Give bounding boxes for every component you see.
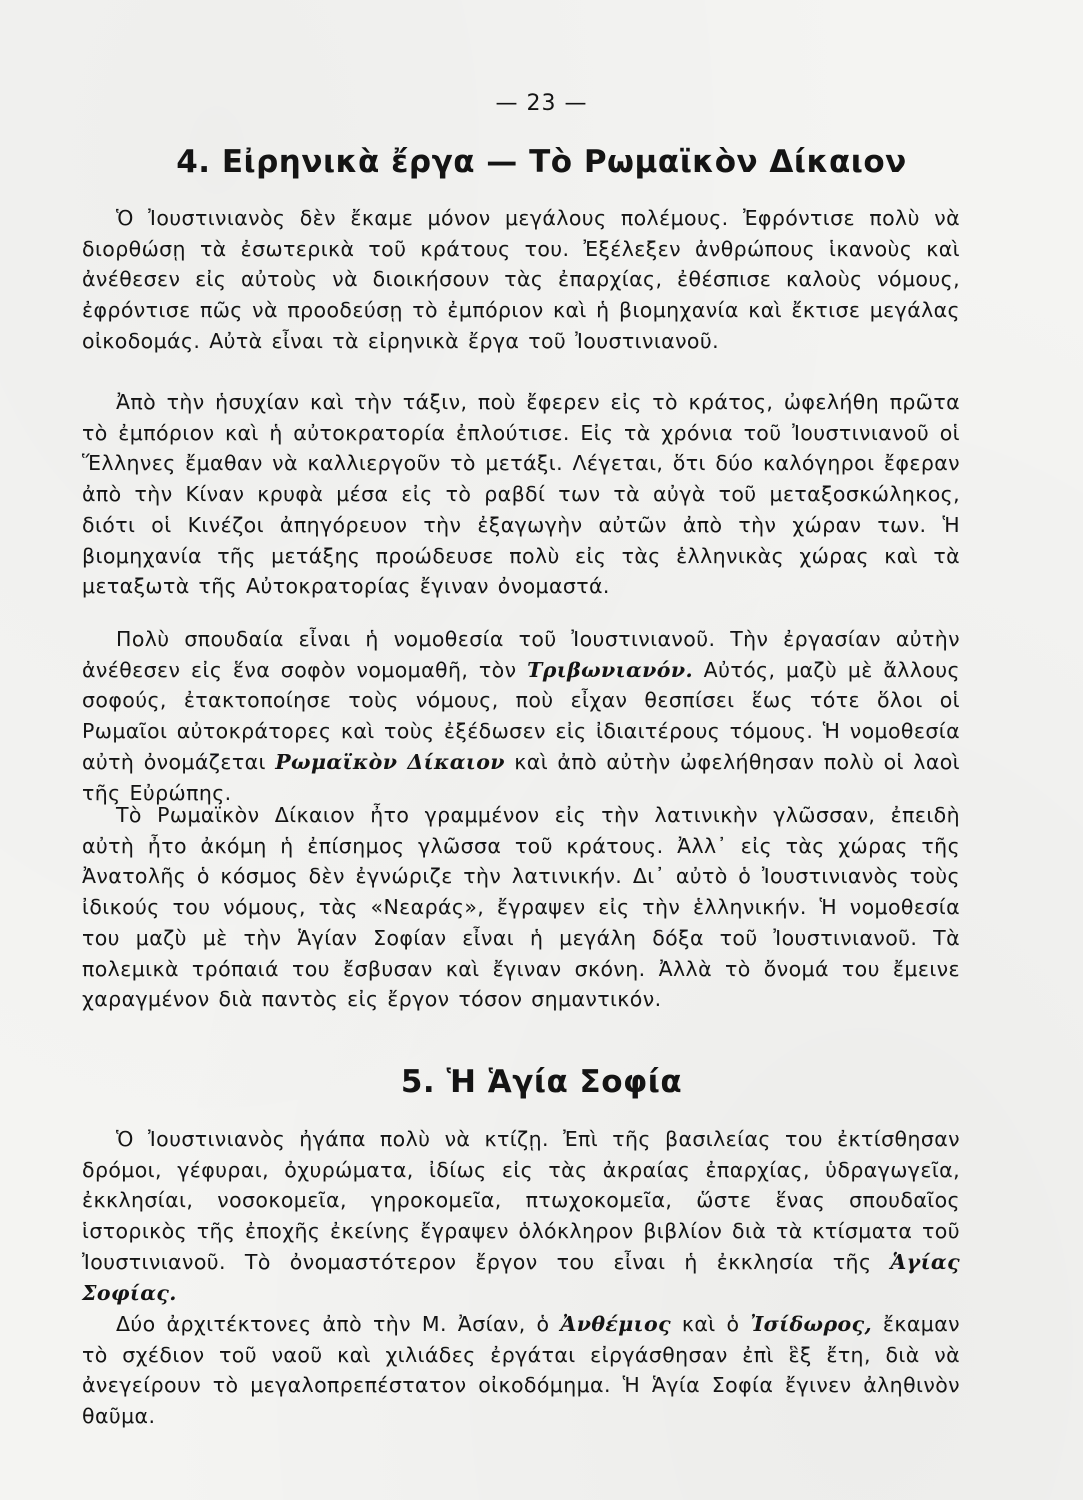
paragraph-5 (82, 1124, 960, 1308)
section-heading-peaceful-works: 4. Εἰρηνικὰ ἔργα — Τὸ Ρωμαϊκὸν Δίκαιον (176, 144, 907, 180)
paragraph-5-text-a: Ὁ Ἰουστινιανὸς ἠγάπα πολὺ νὰ κτίζῃ. Ἐπὶ τῆς βασιλείας του ἐκτίσθησαν δρόμοι, γέφυραι, ὀχυρώματα, ἰδίως εἰς τὰς ἀκραίας ἐπαρχίας, ὑδραγωγεῖα, ἐκκλησίαι, νοσοκομεῖα, γηροκομεῖα, πτωχοκομεῖα, ὥστε ἕνας σπουδαῖος ἱστορικὸς τῆς ἐποχῆς ἐκείνης ἔγραψεν ὁλόκληρον βιβλίον διὰ τὰ κτίσματα τοῦ Ἰουστινιανοῦ. Τὸ ὀνομαστότερον ἔργον του εἶναι ἡ ἐκκλησία τῆς (82, 1127, 960, 1274)
paragraph-1: Ὁ Ἰουστινιανὸς δὲν ἔκαμε μόνον μεγάλους πολέμους. Ἐφρόντισε πολὺ νὰ διορθώσῃ τὰ ἐσωτερικὰ τοῦ κράτους του. Ἐξέλεξεν ἀνθρώπους ἱκανοὺς καὶ ἀνέθεσεν εἰς αὐτοὺς νὰ διοικήσουν τὰς ἐπαρχίας, ἐθέσπισε καλοὺς νόμους, ἐφρόντισε πῶς νὰ προοδεύσῃ τὸ ἐμπόριον καὶ ἡ βιομηχανία καὶ ἔκτισε μεγάλας οἰκοδομάς. Αὐτὰ εἶναι τὰ εἰρηνικὰ ἔργα τοῦ Ἰουστινιανοῦ. (82, 206, 960, 353)
paragraph-6-text-c: ἔκαμαν τὸ σχέδιον τοῦ ναοῦ καὶ χιλιάδες ἐργάται εἰργάσθησαν ἐπὶ ἓξ ἔτη, διὰ νὰ ἀνεγείρουν τὸ μεγαλοπρεπέστατον οἰκοδόμημα. Ἡ Ἁγία Σοφία ἔγινεν ἀληθινὸν θαῦμα. (82, 1312, 961, 1429)
paragraph-3 (82, 624, 960, 808)
paragraph-3-text-a: Πολὺ σπουδαία εἶναι ἡ νομοθεσία τοῦ Ἰουστινιανοῦ. Τὴν ἐργασίαν αὐτὴν ἀνέθεσεν εἰς ἕνα σοφὸν νομομαθῆ, τὸν (82, 627, 960, 682)
page-number: — 23 — (495, 91, 588, 116)
emphasis-hagia-sophia: Ἁγίας Σοφίας. (82, 1249, 960, 1305)
paragraph-6-text-b: καὶ ὁ (670, 1312, 751, 1336)
paragraph-3-text-b: Αὐτός, μαζὺ μὲ ἄλλους σοφούς, ἐτακτοποίησε τοὺς νόμους, ποὺ εἶχαν θεσπίσει ἕως τότε ὅλοι οἱ Ρωμαῖοι αὐτοκράτορες καὶ τοὺς ἐξέδωσεν εἰς ἰδιαιτέρους τόμους. Ἡ νομοθεσία αὐτὴ ὀνομάζεται (82, 657, 960, 774)
emphasis-tribonian: Τριβωνιανόν. (527, 657, 694, 682)
paragraph-4: Τὸ Ρωμαϊκὸν Δίκαιον ἦτο γραμμένον εἰς τὴν λατινικὴν γλῶσσαν, ἐπειδὴ αὐτὴ ἦτο ἀκόμη ἡ ἐπίσημος γλῶσσα τοῦ κράτους. Ἀλλ᾽ εἰς τὰς χώρας τῆς Ἀνατολῆς ὁ κόσμος δὲν ἐγνώριζε τὴν λατινικήν. Δι᾽ αὐτὸ ὁ Ἰουστινιανὸς τοὺς ἰδικούς του νόμους, τὰς «Νεαράς», ἔγραψεν εἰς τὴν ἑλληνικήν. Ἡ νομοθεσία του μαζὺ μὲ τὴν Ἁγίαν Σοφίαν εἶναι ἡ μεγάλη δόξα τοῦ Ἰουστινιανοῦ. Τὰ πολεμικὰ τρόπαιά του ἔσβυσαν καὶ ἔγιναν σκόνη. Ἀλλὰ τὸ ὄνομά του ἔμεινε χαραγμένον διὰ παντὸς εἰς ἔργον τόσον σημαντικόν. (82, 803, 960, 1012)
paragraph-3-text-c: καὶ ἀπὸ αὐτὴν ὠφελήθησαν πολὺ οἱ λαοὶ τῆς Εὐρώπης. (82, 749, 961, 805)
section-heading-hagia-sophia: 5. Ἡ Ἁγία Σοφία (400, 1064, 683, 1100)
emphasis-anthemius: Ἀνθέμιος (560, 1312, 671, 1336)
paragraph-2: Ἀπὸ τὴν ἡσυχίαν καὶ τὴν τάξιν, ποὺ ἔφερεν εἰς τὸ κράτος, ὠφελήθη πρῶτα τὸ ἐμπόριον καὶ ἡ αὐτοκρατορία ἐπλούτισε. Εἰς τὰ χρόνια τοῦ Ἰουστινιανοῦ οἱ Ἕλληνες ἔμαθαν νὰ καλλιεργοῦν τὸ μετάξι. Λέγεται, ὅτι δύο καλόγηροι ἔφεραν ἀπὸ τὴν Κίναν κρυφὰ μέσα εἰς τὸ ραβδί των τὰ αὐγὰ τοῦ μεταξοσκώληκος, διότι οἱ Κινέζοι ἀπηγόρευον τὴν ἐξαγωγὴν αὐτῶν ἀπὸ τὴν χώραν των. Ἡ βιομηχανία τῆς μετάξης προώδευσε πολὺ εἰς τὰς ἑλληνικὰς χώρας καὶ τὰ μεταξωτὰ τῆς Αὐτοκρατορίας ἔγιναν ὀνομαστά. (82, 390, 960, 599)
emphasis-isidorus: Ἰσίδωρος, (750, 1312, 873, 1336)
paragraph-6 (82, 1309, 960, 1432)
emphasis-roman-law: Ρωμαϊκὸν Δίκαιον (275, 749, 505, 774)
paragraph-6-text-a: Δύο ἀρχιτέκτονες ἀπὸ τὴν Μ. Ἀσίαν, ὁ (116, 1312, 561, 1336)
